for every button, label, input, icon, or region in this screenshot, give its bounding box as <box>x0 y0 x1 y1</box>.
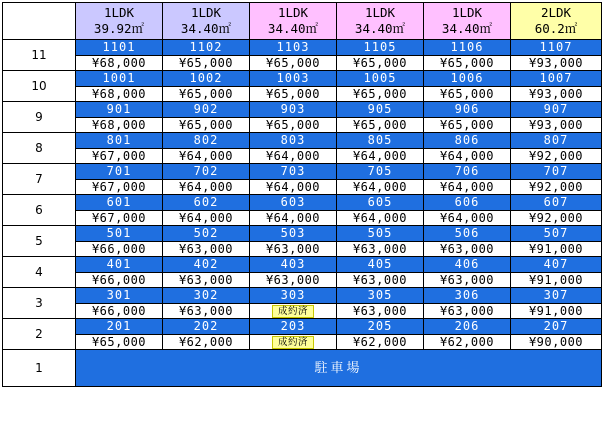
room-number-cell: 1006 <box>424 71 511 87</box>
room-number-cell: 602 <box>163 195 250 211</box>
header-area: 34.40㎡ <box>267 21 319 36</box>
room-number-cell: 902 <box>163 102 250 118</box>
rent-price-cell: ¥93,000 <box>511 56 602 71</box>
rent-price-row <box>3 242 602 257</box>
floor-label: 7 <box>3 164 76 195</box>
rent-price-cell: ¥65,000 <box>424 56 511 71</box>
floor-label: 3 <box>3 288 76 319</box>
room-number-cell: 803 <box>250 133 337 149</box>
rent-price-cell: ¥63,000 <box>337 242 424 257</box>
header-row <box>3 3 602 40</box>
rent-price-cell: ¥92,000 <box>511 180 602 195</box>
room-number-row <box>3 40 602 56</box>
header-type: 1LDK <box>451 5 483 20</box>
corner-cell <box>3 3 76 40</box>
room-number-cell: 406 <box>424 257 511 273</box>
room-number-cell: 1105 <box>337 40 424 56</box>
rent-price-cell: ¥63,000 <box>163 242 250 257</box>
room-price-table <box>2 2 602 387</box>
room-number-row <box>3 133 602 149</box>
room-number-cell: 501 <box>76 226 163 242</box>
floor-label: 5 <box>3 226 76 257</box>
sold-status-cell <box>250 335 337 350</box>
room-number-cell: 307 <box>511 288 602 304</box>
room-number-cell: 606 <box>424 195 511 211</box>
room-number-cell: 1101 <box>76 40 163 56</box>
rent-price-cell: ¥67,000 <box>76 211 163 226</box>
rent-price-cell: ¥65,000 <box>250 87 337 102</box>
room-number-cell: 805 <box>337 133 424 149</box>
rent-price-cell: ¥63,000 <box>163 273 250 288</box>
room-number-cell: 601 <box>76 195 163 211</box>
rent-price-cell: ¥93,000 <box>511 87 602 102</box>
header-area: 34.40㎡ <box>354 21 406 36</box>
rent-price-cell: ¥64,000 <box>250 211 337 226</box>
room-number-cell: 407 <box>511 257 602 273</box>
header-area: 34.40㎡ <box>441 21 493 36</box>
room-number-cell: 205 <box>337 319 424 335</box>
header-area: 60.2㎡ <box>534 21 578 36</box>
room-number-cell: 607 <box>511 195 602 211</box>
rent-price-row <box>3 304 602 319</box>
header-type: 1LDK <box>277 5 309 20</box>
rent-price-cell: ¥63,000 <box>424 242 511 257</box>
room-number-cell: 1102 <box>163 40 250 56</box>
room-number-cell: 801 <box>76 133 163 149</box>
rent-price-cell: ¥63,000 <box>250 242 337 257</box>
header-col-4 <box>337 3 424 40</box>
header-col-2 <box>163 3 250 40</box>
room-number-cell: 1003 <box>250 71 337 87</box>
room-number-row <box>3 257 602 273</box>
room-number-cell: 301 <box>76 288 163 304</box>
rent-price-cell: ¥64,000 <box>163 211 250 226</box>
rent-price-cell: ¥90,000 <box>511 335 602 350</box>
rent-price-cell: ¥91,000 <box>511 242 602 257</box>
floor-label: 9 <box>3 102 76 133</box>
rent-price-cell: ¥65,000 <box>424 118 511 133</box>
header-type: 1LDK <box>103 5 135 20</box>
rent-price-row <box>3 180 602 195</box>
rent-price-cell: ¥64,000 <box>250 149 337 164</box>
rent-price-cell: ¥62,000 <box>163 335 250 350</box>
rent-price-cell: ¥91,000 <box>511 273 602 288</box>
room-number-cell: 505 <box>337 226 424 242</box>
room-number-cell: 206 <box>424 319 511 335</box>
floor-label: 11 <box>3 40 76 71</box>
room-number-cell: 507 <box>511 226 602 242</box>
room-number-row <box>3 288 602 304</box>
rent-price-cell: ¥92,000 <box>511 211 602 226</box>
floor-label: 8 <box>3 133 76 164</box>
room-number-cell: 603 <box>250 195 337 211</box>
header-col-1 <box>76 3 163 40</box>
room-number-cell: 1001 <box>76 71 163 87</box>
rent-price-cell: ¥63,000 <box>337 273 424 288</box>
room-number-row <box>3 71 602 87</box>
rent-price-cell: ¥66,000 <box>76 304 163 319</box>
room-number-cell: 903 <box>250 102 337 118</box>
floor-label: 1 <box>3 350 76 387</box>
room-number-cell: 703 <box>250 164 337 180</box>
header-area: 34.40㎡ <box>180 21 232 36</box>
rent-price-cell: ¥64,000 <box>163 180 250 195</box>
room-number-cell: 706 <box>424 164 511 180</box>
room-number-cell: 705 <box>337 164 424 180</box>
rent-price-cell: ¥62,000 <box>337 335 424 350</box>
room-number-cell: 401 <box>76 257 163 273</box>
room-number-cell: 302 <box>163 288 250 304</box>
floor-label: 2 <box>3 319 76 350</box>
header-type: 1LDK <box>190 5 222 20</box>
rent-price-cell: ¥64,000 <box>250 180 337 195</box>
header-col-3 <box>250 3 337 40</box>
rent-price-cell: ¥65,000 <box>337 87 424 102</box>
rent-price-cell: ¥64,000 <box>337 211 424 226</box>
rent-price-cell: ¥65,000 <box>163 87 250 102</box>
room-number-cell: 203 <box>250 319 337 335</box>
header-type: 2LDK <box>540 5 572 20</box>
room-number-cell: 305 <box>337 288 424 304</box>
header-col-5 <box>424 3 511 40</box>
vacancy-table-container <box>2 2 602 443</box>
room-number-cell: 707 <box>511 164 602 180</box>
room-number-row <box>3 319 602 335</box>
room-number-cell: 905 <box>337 102 424 118</box>
room-number-cell: 403 <box>250 257 337 273</box>
rent-price-cell: ¥67,000 <box>76 180 163 195</box>
floor-label: 6 <box>3 195 76 226</box>
room-number-cell: 1106 <box>424 40 511 56</box>
room-number-cell: 1005 <box>337 71 424 87</box>
rent-price-row <box>3 335 602 350</box>
room-number-cell: 807 <box>511 133 602 149</box>
rent-price-cell: ¥91,000 <box>511 304 602 319</box>
rent-price-row <box>3 87 602 102</box>
rent-price-cell: ¥64,000 <box>163 149 250 164</box>
room-number-cell: 1002 <box>163 71 250 87</box>
rent-price-cell: ¥68,000 <box>76 87 163 102</box>
rent-price-cell: ¥65,000 <box>250 118 337 133</box>
sold-status-cell <box>250 304 337 319</box>
room-number-cell: 605 <box>337 195 424 211</box>
rent-price-cell: ¥63,000 <box>337 304 424 319</box>
room-number-cell: 802 <box>163 133 250 149</box>
header-area: 39.92㎡ <box>93 21 145 36</box>
room-number-cell: 502 <box>163 226 250 242</box>
room-number-cell: 702 <box>163 164 250 180</box>
rent-price-cell: ¥68,000 <box>76 118 163 133</box>
room-number-cell: 201 <box>76 319 163 335</box>
room-number-row <box>3 195 602 211</box>
rent-price-cell: ¥63,000 <box>163 304 250 319</box>
room-number-cell: 901 <box>76 102 163 118</box>
rent-price-cell: ¥63,000 <box>424 304 511 319</box>
rent-price-row <box>3 56 602 71</box>
rent-price-cell: ¥65,000 <box>424 87 511 102</box>
room-number-cell: 806 <box>424 133 511 149</box>
rent-price-cell: ¥65,000 <box>163 56 250 71</box>
room-number-cell: 701 <box>76 164 163 180</box>
rent-price-cell: ¥66,000 <box>76 242 163 257</box>
sold-badge: 成約済 <box>272 336 314 349</box>
header-type: 1LDK <box>364 5 396 20</box>
rent-price-cell: ¥65,000 <box>163 118 250 133</box>
room-number-cell: 207 <box>511 319 602 335</box>
rent-price-cell: ¥65,000 <box>250 56 337 71</box>
rent-price-cell: ¥65,000 <box>337 118 424 133</box>
rent-price-cell: ¥63,000 <box>250 273 337 288</box>
room-number-cell: 303 <box>250 288 337 304</box>
ground-floor-row <box>3 350 602 387</box>
rent-price-row <box>3 211 602 226</box>
room-number-cell: 1007 <box>511 71 602 87</box>
room-number-row <box>3 164 602 180</box>
rent-price-cell: ¥67,000 <box>76 149 163 164</box>
room-number-cell: 1103 <box>250 40 337 56</box>
room-number-row <box>3 226 602 242</box>
room-number-cell: 402 <box>163 257 250 273</box>
room-number-cell: 907 <box>511 102 602 118</box>
rent-price-cell: ¥66,000 <box>76 273 163 288</box>
rent-price-cell: ¥65,000 <box>337 56 424 71</box>
room-number-cell: 906 <box>424 102 511 118</box>
rent-price-cell: ¥62,000 <box>424 335 511 350</box>
room-number-cell: 306 <box>424 288 511 304</box>
rent-price-cell: ¥64,000 <box>337 149 424 164</box>
floor-label: 10 <box>3 71 76 102</box>
rent-price-row <box>3 149 602 164</box>
floor-label: 4 <box>3 257 76 288</box>
room-number-row <box>3 102 602 118</box>
rent-price-cell: ¥92,000 <box>511 149 602 164</box>
room-number-cell: 405 <box>337 257 424 273</box>
room-number-cell: 1107 <box>511 40 602 56</box>
rent-price-cell: ¥63,000 <box>424 273 511 288</box>
rent-price-cell: ¥64,000 <box>337 180 424 195</box>
room-number-cell: 202 <box>163 319 250 335</box>
rent-price-cell: ¥64,000 <box>424 149 511 164</box>
rent-price-cell: ¥65,000 <box>76 335 163 350</box>
header-col-6 <box>511 3 602 40</box>
sold-badge: 成約済 <box>272 305 314 318</box>
room-number-cell: 506 <box>424 226 511 242</box>
rent-price-row <box>3 118 602 133</box>
rent-price-cell: ¥68,000 <box>76 56 163 71</box>
parking-cell: 駐車場 <box>76 350 602 387</box>
rent-price-cell: ¥64,000 <box>424 180 511 195</box>
rent-price-row <box>3 273 602 288</box>
room-number-cell: 503 <box>250 226 337 242</box>
rent-price-cell: ¥64,000 <box>424 211 511 226</box>
rent-price-cell: ¥93,000 <box>511 118 602 133</box>
